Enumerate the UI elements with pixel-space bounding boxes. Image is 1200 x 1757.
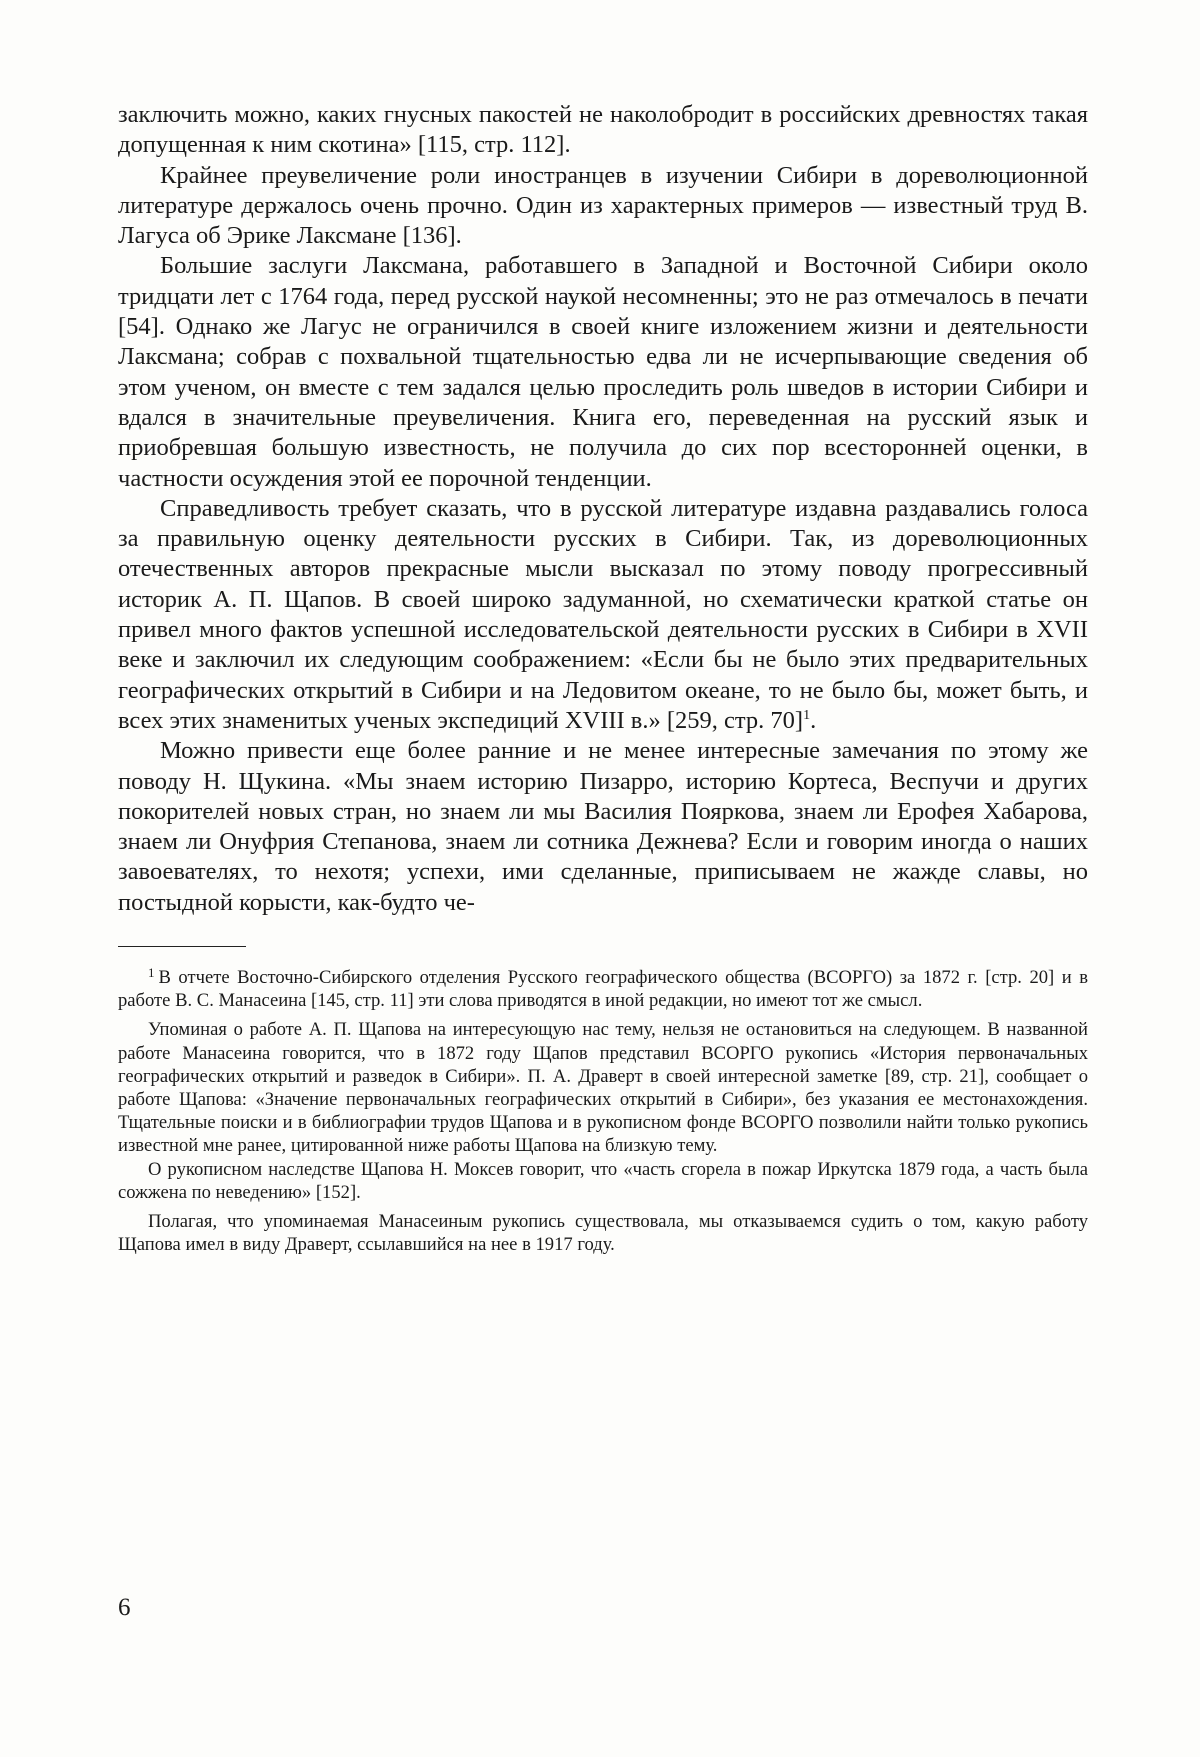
footnotes [118,961,1088,1256]
footnote-reference[interactable]: 1 [803,707,811,723]
footnote-1-text: В отчете Восточно-Сибирского отделения Русского географического общества (ВСОРГО) за 1872 г. [стр. 20] и в работе В. С. Манасеина [145, стр. 11] эти слова приводятся в иной редакции, но имеют тот же смысл. [118,967,1088,1012]
paragraph-3: Большие заслуги Лаксмана, работавшего в Западной и Восточной Сибири около тридцати лет с 1764 года, перед русской наукой несомненны; это не раз отмечалось в печати [54]. Однако же Лагус не ограничился в своей книге изложением жизни и деятельности Лаксмана; собрав с похвальной тщательностью едва ли не исчерпывающие сведения об этом ученом, он вместе с тем задался целью проследить роль шведов в истории Сибири и вдался в значительные преувеличения. Книга его, переведенная на русский язык и приобревшая большую известность, не получила до сих пор всесторонней оценки, в частности осуждения этой ее порочной тенденции. [118,252,1088,492]
footnote-paragraph-2: Упоминая о работе А. П. Щапова на интересующую нас тему, нельзя не остановиться на следующем. В названной работе Манасеина говорится, что в 1872 году Щапов представил ВСОРГО рукопись «История первоначальных географических открытий и разведок в Сибири». П. А. Драверт в своей интересной заметке [89, стр. 21], сообщает о работе Щапова: «Значение первоначальных географических открытий в Сибири», без указания ее местонахождения. Тщательные поиски и в библиографии трудов Щапова и в рукописном фонде ВСОРГО позволили найти только рукопись известной мне ранее, цитированной ниже работы Щапова на близкую тему. [118,1019,1088,1157]
paragraph-2: Крайнее преувеличение роли иностранцев в изучении Сибири в дореволюционной литературе держалось очень прочно. Один из характерных примеров — известный труд В. Лагуса об Эрике Лаксмане [136]. [118,161,1088,250]
page-number: 6 [118,1594,131,1621]
document-page [118,100,1088,1256]
footnote-1 [118,961,1088,1012]
paragraph-5: Можно привести еще более ранние и не менее интересные замечания по этому же поводу Н. Щукина. «Мы знаем историю Пизарро, историю Кортеса, Веспучи и других покорителей новых стран, но знаем ли мы Василия Пояркова, знаем ли Ерофея Хабарова, знаем ли Онуфрия Степанова, знаем ли сотника Дежнева? Если и говорим иногда о наших завоевателях, то нехотя; успехи, ими сделанные, приписываем не жажде славы, но постыдной корысти, как-будто че- [118,737,1088,916]
paragraph-4: Справедливость требует сказать, что в русской литературе издавна раздавались голоса за правильную оценку деятельности русских в Сибири. Так, из дореволюционных отечественных авторов прекрасные мысли высказал по этому поводу прогрессивный историк А. П. Щапов. В своей широко задуманной, но схематически краткой статье он привел много фактов успешной исследовательской деятельности русских в Сибири в XVII веке и заключил их следующим соображением: «Если бы не было этих предварительных географических открытий в Сибири и на Ледовитом океане, то не было бы, может быть, и всех этих знаменитых ученых экспедиций XVIII в.» [259, стр. 70]$^1$. [118,494,1088,734]
paragraph-4-text: Справедливость требует сказать, что в русской литературе издавна раздавались голоса за правильную оценку деятельности русских в Сибири. Так, из дореволюционных отечественных авторов прекрасные мысли высказал по этому поводу прогрессивный историк А. П. Щапов. В своей широко задуманной, но схематически краткой статье он привел много фактов успешной исследовательской деятельности русских в Сибири в XVII веке и заключил их следующим соображением: «Если бы не было этих предварительных географических открытий в Сибири и на Ледовитом океане, то не было бы, может быть, и всех этих знаменитых ученых экспедиций XVIII в.» [259, стр. 70] [118,494,1088,734]
footnote-paragraph-3: О рукописном наследстве Щапова Н. Моксев говорит, что «часть сгорела в пожар Иркутска 1879 года, а часть была сожжена по неведению» [152]. [118,1158,1088,1203]
main-text [118,100,1088,918]
paragraph-1: заключить можно, каких гнусных пакостей не наколобродит в российских древностях такая допущенная к ним скотина» [115, стр. 112]. [118,101,1088,159]
footnote-divider [118,946,246,947]
footnote-paragraph-4: Полагая, что упоминаемая Манасеиным рукопись существовала, мы отказываемся судить о том, какую работу Щапова имел в виду Драверт, ссылавшийся на нее в 1917 году. [118,1211,1088,1256]
footnote-mark: 1 [148,965,155,981]
